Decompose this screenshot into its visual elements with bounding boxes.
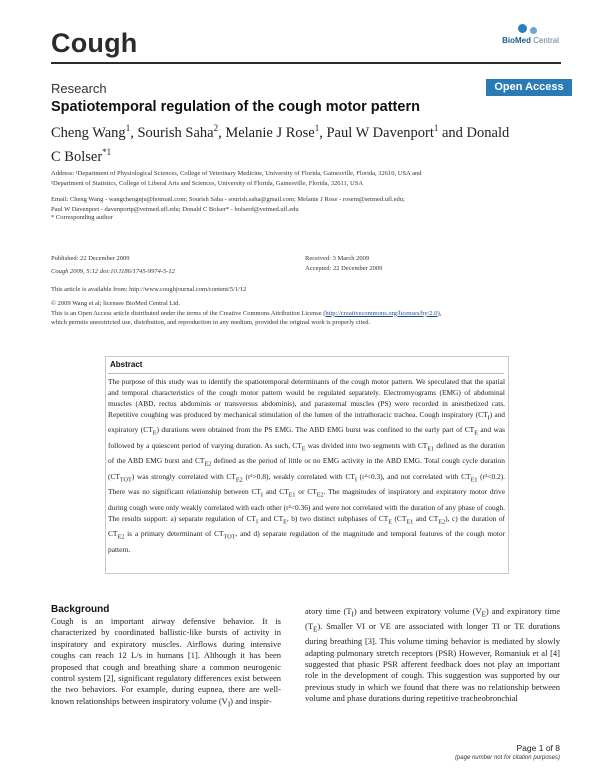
received-date: Received: 3 March 2009 — [305, 255, 370, 262]
abstract-heading: Abstract — [110, 360, 143, 369]
author-affiliation: 1 — [433, 123, 439, 133]
affiliation-address — [51, 169, 561, 188]
email-line: Email: Cheng Wang - wangchengnju@hotmail.com; Sourish Saha - sourish.saha@gmail.com; Melanie J Rose - rosem@setmed.ufl.edu; — [51, 196, 405, 203]
license-text-end: ), — [437, 309, 442, 317]
publication-info — [51, 254, 281, 276]
body-column-right: atory time $(T_I)$ and between expiratory volume $(V_E)$ and expiratory time $(T_E)$. Smaller VI or VE are associated with longer TI or TE durations during breathing [3]. This volume timing behavior is mediated by slowly adapting pulmonary stretch receptors (PSR) However, Romaniuk et al [4] suggested that phasic PSR afferent feedback does not play an important role in the development of cough. This suggestion was supported by our previous study in which we found that there was no relationship between volume and phase durations during repetitive tracheobronchial — [305, 606, 560, 704]
address-line: ²Department of Statistics, College of Liberal Arts and Sciences, University of Florida, Gainesville, Florida, 32611, USA — [51, 179, 364, 187]
author-name: Donald C Bolser — [51, 124, 510, 165]
article-title: Spatiotemporal regulation of the cough motor pattern — [51, 99, 420, 115]
address-line: Address: ¹Department of Physiological Sciences, College of Veterinary Medicine, University of Florida, Gainesville, Florida, 32610, USA and — [51, 170, 422, 177]
publisher-logo-dot-icon — [518, 24, 527, 33]
article-url[interactable]: This article is available from: http://www.coughjournal.com/content/5/1/12 — [51, 286, 247, 293]
publisher-name-central: Central — [530, 36, 559, 45]
author-affiliation: *1 — [102, 146, 112, 157]
journal-title: Cough — [51, 28, 138, 58]
abstract-text: The purpose of this study was to identify the spatiotemporal determinants of the cough motor pattern. We speculated that the spatial and temporal characteristics of the cough motor pattern would be regulated separately. Electromyograms (EMG) of abdominal muscles (ABD, rectus abdominis or transversus abdominis), and parasternal muscles (PS) were recorded in anesthetized cats. Repetitive coughing was produced by mechanical stimulation of the lumen of the intrathoracic trachea. Cough inspiratory $(CT_I)$ and expiratory $(CT_E)$ durations were obtained from the PS EMG. The ABD EMG burst was confined to the early part of $CT_E$ and was followed by a quiescent period of varying duration. As such, $CT_E$ was divided into two segments with $CT_{E1}$ defined as the duration of the ABD EMG burst and $CT_{E2}$ defined as the period of little or no EMG activity in the ABD EMG. Total cough cycle duration $(CT_{TOT})$ was strongly correlated with $CT_{E2}$ (r²>0.8), weakly correlated with $CT_I$ (r²<0.3), and not correlated with $CT_{E1}$ (r²<0.2). There was no significant relationship between $CT_I$ and $CT_{E1}$ or $CT_{E2}$. The magnitudes of inspiratory and expiratory motor drive during cough were only weakly correlated with each other (r²<0.36) and were not correlated with the duration of any phase of cough. The results support: a) separate regulation of $CT_I$ and $CT_E$, b) two distinct subphases of $CT_E$ ($CT_{E1}$ and $CT_{E2}$), c) the duration of $CT_{E2}$ is a primary determinant of $CT_{TOT}$, and d) separate regulation of the magnitude and temporal features of the cough motor pattern. — [108, 377, 506, 554]
section-type: Research — [51, 81, 107, 96]
corresponding-author-note: * Corresponding author — [51, 214, 113, 221]
author-name: Melanie J Rose — [225, 124, 315, 141]
copyright-line: © 2009 Wang et al; licensee BioMed Central Ltd. — [51, 300, 181, 307]
page-number-note: (page number not for citation purposes) — [454, 755, 560, 761]
author-name: Sourish Saha — [137, 124, 214, 141]
author-name: Cheng Wang — [51, 124, 126, 141]
copyright-notice — [51, 299, 561, 328]
author-affiliation: 2 — [213, 123, 219, 133]
license-line-2: which permits unrestricted use, distribution, and reproduction in any medium, provided the original work is properly cited. — [51, 319, 371, 326]
license-link[interactable]: http://creativecommons.org/licenses/by/2.0 — [325, 309, 438, 317]
license-line — [51, 309, 561, 319]
publisher-name-bio: BioMed — [502, 36, 531, 45]
author-name: Paul W Davenport — [326, 124, 434, 141]
page-number: Page 1 of 8 — [516, 743, 560, 753]
license-text: This is an Open Access article distributed under the terms of the Creative Commons Attribution License ( — [51, 309, 326, 317]
author-list: Cheng Wang$^1$, Sourish Saha$^2$, Melanie J Rose$^1$, Paul W Davenport$^1$ and Donald C Bolser$^{*1}$ — [51, 123, 510, 165]
abstract-rule — [108, 373, 504, 374]
accepted-date: Accepted: 22 December 2009 — [305, 264, 383, 272]
published-date: Published: 22 December 2009 — [51, 255, 130, 262]
section-heading-background: Background — [51, 604, 110, 615]
body-column-left: Cough is an important airway defensive behavior. It is characterized by coordinated ballistic-like bursts of activity in inspiratory and expiratory muscles. Airflows during intensive coughs can reach 12 L/s in humans [1]. Although it has been proposed that cough and breathing share a common neurogenic control system [2], significant regulatory differences exist between the two behaviors. For example, during eupnea, there are well-known relationships between inspiratory volume $(V_I)$ and inspir- — [51, 616, 281, 709]
author-affiliation: 1 — [125, 123, 131, 133]
open-access-badge: Open Access — [486, 79, 572, 96]
header-rule — [51, 62, 561, 64]
review-dates — [305, 254, 505, 273]
email-line: Paul W Davenport - davenportp@vetmed.ufl.edu; Donald C Bolser* - bolserd@vetmed.ufl.edu — [51, 205, 299, 213]
citation: Cough 2009, 5:12 doi:10.1186/1745-9974-5-12 — [51, 267, 175, 275]
author-emails — [51, 195, 561, 214]
publisher-logo — [497, 36, 559, 45]
author-affiliation: 1 — [314, 123, 320, 133]
publisher-logo-dot-small-icon — [530, 27, 537, 34]
